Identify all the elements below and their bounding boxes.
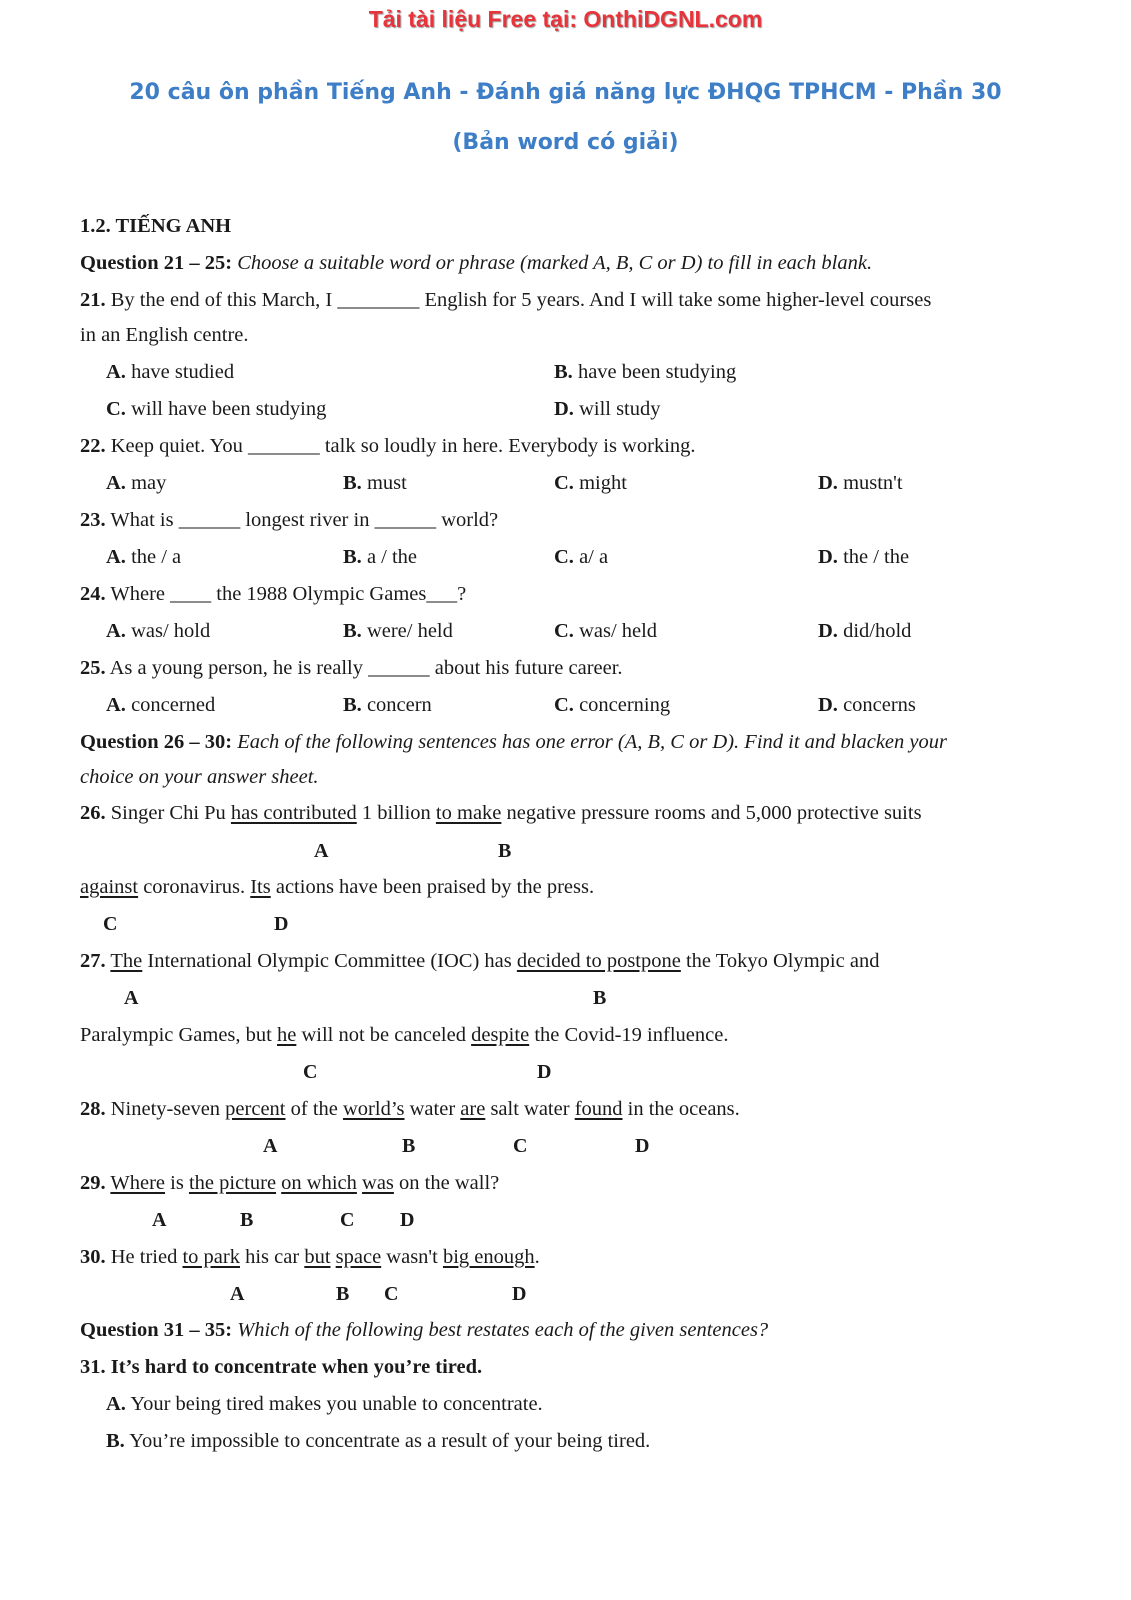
q29-error-d: was bbox=[362, 1172, 394, 1194]
q21-option-b: B. have been studying bbox=[554, 361, 737, 383]
q26-label-c: C bbox=[103, 913, 118, 935]
q28-label-b: B bbox=[402, 1135, 416, 1157]
q29-error-b: the picture bbox=[188, 1172, 277, 1194]
q30-label-a: A bbox=[230, 1283, 245, 1305]
q27-error-a: The bbox=[110, 950, 143, 972]
q28-error-a: percent bbox=[225, 1098, 286, 1120]
q24-option-b: B. were/ held bbox=[343, 620, 453, 642]
q23-stem: 23. What is ______ longest river in ______ world? bbox=[80, 509, 499, 531]
q26-error-c: against bbox=[80, 876, 139, 898]
q27-label-b: B bbox=[593, 987, 607, 1009]
q21-text: By the end of this March, I ________ English for 5 years. And I will take some higher-level courses bbox=[110, 289, 932, 311]
q29-error-c: on which bbox=[281, 1172, 357, 1194]
q29-error-a: Where bbox=[110, 1172, 166, 1194]
q28-label-d: D bbox=[635, 1135, 650, 1157]
q31-option-a: A. Your being tired makes you unable to concentrate. bbox=[106, 1393, 543, 1415]
q22-option-c: C. might bbox=[554, 472, 627, 494]
q25-option-b: B. concern bbox=[343, 694, 432, 716]
q24-option-d: D. did/hold bbox=[818, 620, 912, 642]
q21-stem-line2: in an English centre. bbox=[80, 324, 249, 346]
document-title: 20 câu ôn phần Tiếng Anh - Đánh giá năng lực ĐHQG TPHCM - Phần 30 bbox=[129, 80, 1002, 105]
q21-stem-line1 bbox=[80, 289, 931, 312]
q26-label-a: A bbox=[314, 840, 329, 862]
q21-option-c: C. will have been studying bbox=[106, 398, 327, 420]
q29-label-c: C bbox=[340, 1209, 355, 1231]
q31-option-b: B. You’re impossible to concentrate as a result of your being tired. bbox=[106, 1430, 651, 1452]
q29-label-d: D bbox=[400, 1209, 415, 1231]
q22-stem: 22. Keep quiet. You _______ talk so loudly in here. Everybody is working. bbox=[80, 435, 696, 457]
q21-option-a: A. have studied bbox=[106, 361, 235, 383]
q26-line2: against coronavirus. Its actions have been praised by the press. bbox=[80, 876, 595, 898]
q26-error-b: to make bbox=[435, 802, 502, 824]
q30-error-a: to park bbox=[182, 1246, 240, 1268]
site-banner[interactable]: Tải tài liệu Free tại: OnthiDGNL.com bbox=[368, 6, 763, 32]
q30-label-c: C bbox=[384, 1283, 399, 1305]
q26-label-d: D bbox=[274, 913, 289, 935]
q27-label-c: C bbox=[303, 1061, 318, 1083]
part1-heading bbox=[80, 252, 872, 275]
q28-line1: 28. Ninety-seven percent of the world’s water are salt water found in the oceans. bbox=[80, 1098, 740, 1120]
q28-error-b: world’s bbox=[343, 1098, 405, 1120]
part1-instruction: Choose a suitable word or phrase (marked A, B, C or D) to fill in each blank. bbox=[237, 252, 873, 274]
q25-option-c: C. concerning bbox=[554, 694, 671, 716]
q27-error-b: decided to postpone bbox=[516, 950, 681, 972]
q25-option-a: A. concerned bbox=[106, 694, 216, 716]
q21-number: 21. bbox=[80, 289, 106, 311]
q30-error-d: big enough bbox=[442, 1246, 535, 1268]
q26-line1: 26. Singer Chi Pu has contributed 1 billion to make negative pressure rooms and 5,000 protective suits bbox=[80, 802, 922, 824]
q27-label-d: D bbox=[537, 1061, 552, 1083]
q23-option-c: C. a/ a bbox=[554, 546, 609, 568]
q25-stem: 25. As a young person, he is really ______ about his future career. bbox=[80, 657, 623, 679]
q28-label-c: C bbox=[513, 1135, 528, 1157]
q27-error-c: he bbox=[276, 1024, 297, 1046]
q24-option-c: C. was/ held bbox=[554, 620, 658, 642]
part1-label: Question 21 – 25: bbox=[80, 252, 233, 274]
q28-label-a: A bbox=[263, 1135, 278, 1157]
q24-option-a: A. was/ hold bbox=[106, 620, 211, 642]
q23-option-a: A. the / a bbox=[106, 546, 182, 568]
document-subtitle: (Bản word có giải) bbox=[452, 130, 679, 155]
q29-line1: 29. Where is the picture on which was on the wall? bbox=[80, 1172, 500, 1194]
q25-option-d: D. concerns bbox=[818, 694, 916, 716]
part2-heading: Question 26 – 30: Each of the following sentences has one error (A, B, C or D). Find it and blacken your bbox=[80, 731, 947, 753]
section-heading: 1.2. TIẾNG ANH bbox=[80, 215, 232, 237]
q26-label-b: B bbox=[498, 840, 512, 862]
q23-option-b: B. a / the bbox=[343, 546, 418, 568]
q27-error-d: despite bbox=[471, 1024, 530, 1046]
part3-heading: Question 31 – 35: Which of the following best restates each of the given sentences? bbox=[80, 1319, 769, 1341]
q22-option-d: D. mustn't bbox=[818, 472, 903, 494]
q27-label-a: A bbox=[124, 987, 139, 1009]
q21-option-d: D. will study bbox=[554, 398, 661, 420]
q28-error-c: are bbox=[460, 1098, 486, 1120]
q30-label-b: B bbox=[336, 1283, 350, 1305]
q28-error-d: found bbox=[574, 1098, 623, 1120]
q30-error-b: but bbox=[304, 1246, 331, 1268]
q29-label-a: A bbox=[152, 1209, 167, 1231]
q27-line1: 27. The International Olympic Committee (IOC) has decided to postpone the Tokyo Olympic and bbox=[80, 950, 880, 972]
q22-option-a: A. may bbox=[106, 472, 167, 494]
q23-option-d: D. the / the bbox=[818, 546, 910, 568]
q30-error-c: space bbox=[335, 1246, 382, 1268]
q26-error-d: Its bbox=[250, 876, 271, 898]
q26-error-a: has contributed bbox=[230, 802, 357, 824]
q31-stem: 31. It’s hard to concentrate when you’re tired. bbox=[80, 1356, 483, 1378]
part2-instruction-line2: choice on your answer sheet. bbox=[80, 766, 319, 788]
q29-label-b: B bbox=[240, 1209, 254, 1231]
q24-stem: 24. Where ____ the 1988 Olympic Games___? bbox=[80, 583, 467, 605]
q22-option-b: B. must bbox=[343, 472, 407, 494]
q27-line2: Paralympic Games, but he will not be canceled despite the Covid-19 influence. bbox=[80, 1024, 729, 1046]
q30-label-d: D bbox=[512, 1283, 527, 1305]
q30-line1: 30. He tried to park his car but space wasn't big enough. bbox=[80, 1246, 540, 1268]
